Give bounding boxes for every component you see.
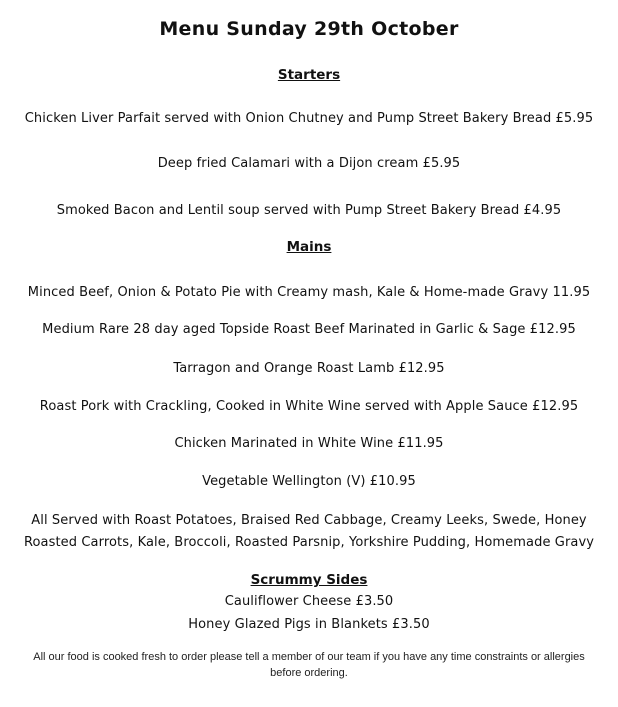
- main-item: Minced Beef, Onion & Potato Pie with Creamy mash, Kale & Home-made Gravy 11.95: [27, 285, 591, 300]
- main-item: Chicken Marinated in White Wine £11.95: [174, 436, 444, 451]
- starter-item: Deep fried Calamari with a Dijon cream £5.95: [157, 156, 461, 171]
- allergy-note: All our food is cooked fresh to order please tell a member of our team if you have any time constraints or allergies before ordering.: [33, 651, 585, 679]
- page-title: Menu Sunday 29th October: [159, 18, 459, 40]
- main-item: Tarragon and Orange Roast Lamb £12.95: [173, 361, 445, 376]
- main-item: Roast Pork with Crackling, Cooked in White Wine served with Apple Sauce £12.95: [39, 399, 579, 414]
- main-item: Medium Rare 28 day aged Topside Roast Beef Marinated in Garlic & Sage £12.95: [42, 322, 576, 337]
- main-item: Vegetable Wellington (V) £10.95: [202, 474, 416, 489]
- mains-heading: Mains: [286, 239, 332, 255]
- mains-served-with: All Served with Roast Potatoes, Braised Red Cabbage, Creamy Leeks, Swede, Honey: [31, 513, 587, 528]
- starter-item: Chicken Liver Parfait served with Onion Chutney and Pump Street Bakery Bread £5.95: [24, 111, 594, 126]
- side-item: Cauliflower Cheese £3.50: [224, 594, 394, 609]
- side-item: Honey Glazed Pigs in Blankets £3.50: [188, 617, 430, 632]
- starter-item: Smoked Bacon and Lentil soup served with Pump Street Bakery Bread £4.95: [56, 203, 562, 218]
- mains-served-with: Roasted Carrots, Kale, Broccoli, Roasted Parsnip, Yorkshire Pudding, Homemade Gravy: [23, 535, 595, 550]
- sides-heading: Scrummy Sides: [250, 572, 368, 588]
- starters-heading: Starters: [277, 67, 341, 83]
